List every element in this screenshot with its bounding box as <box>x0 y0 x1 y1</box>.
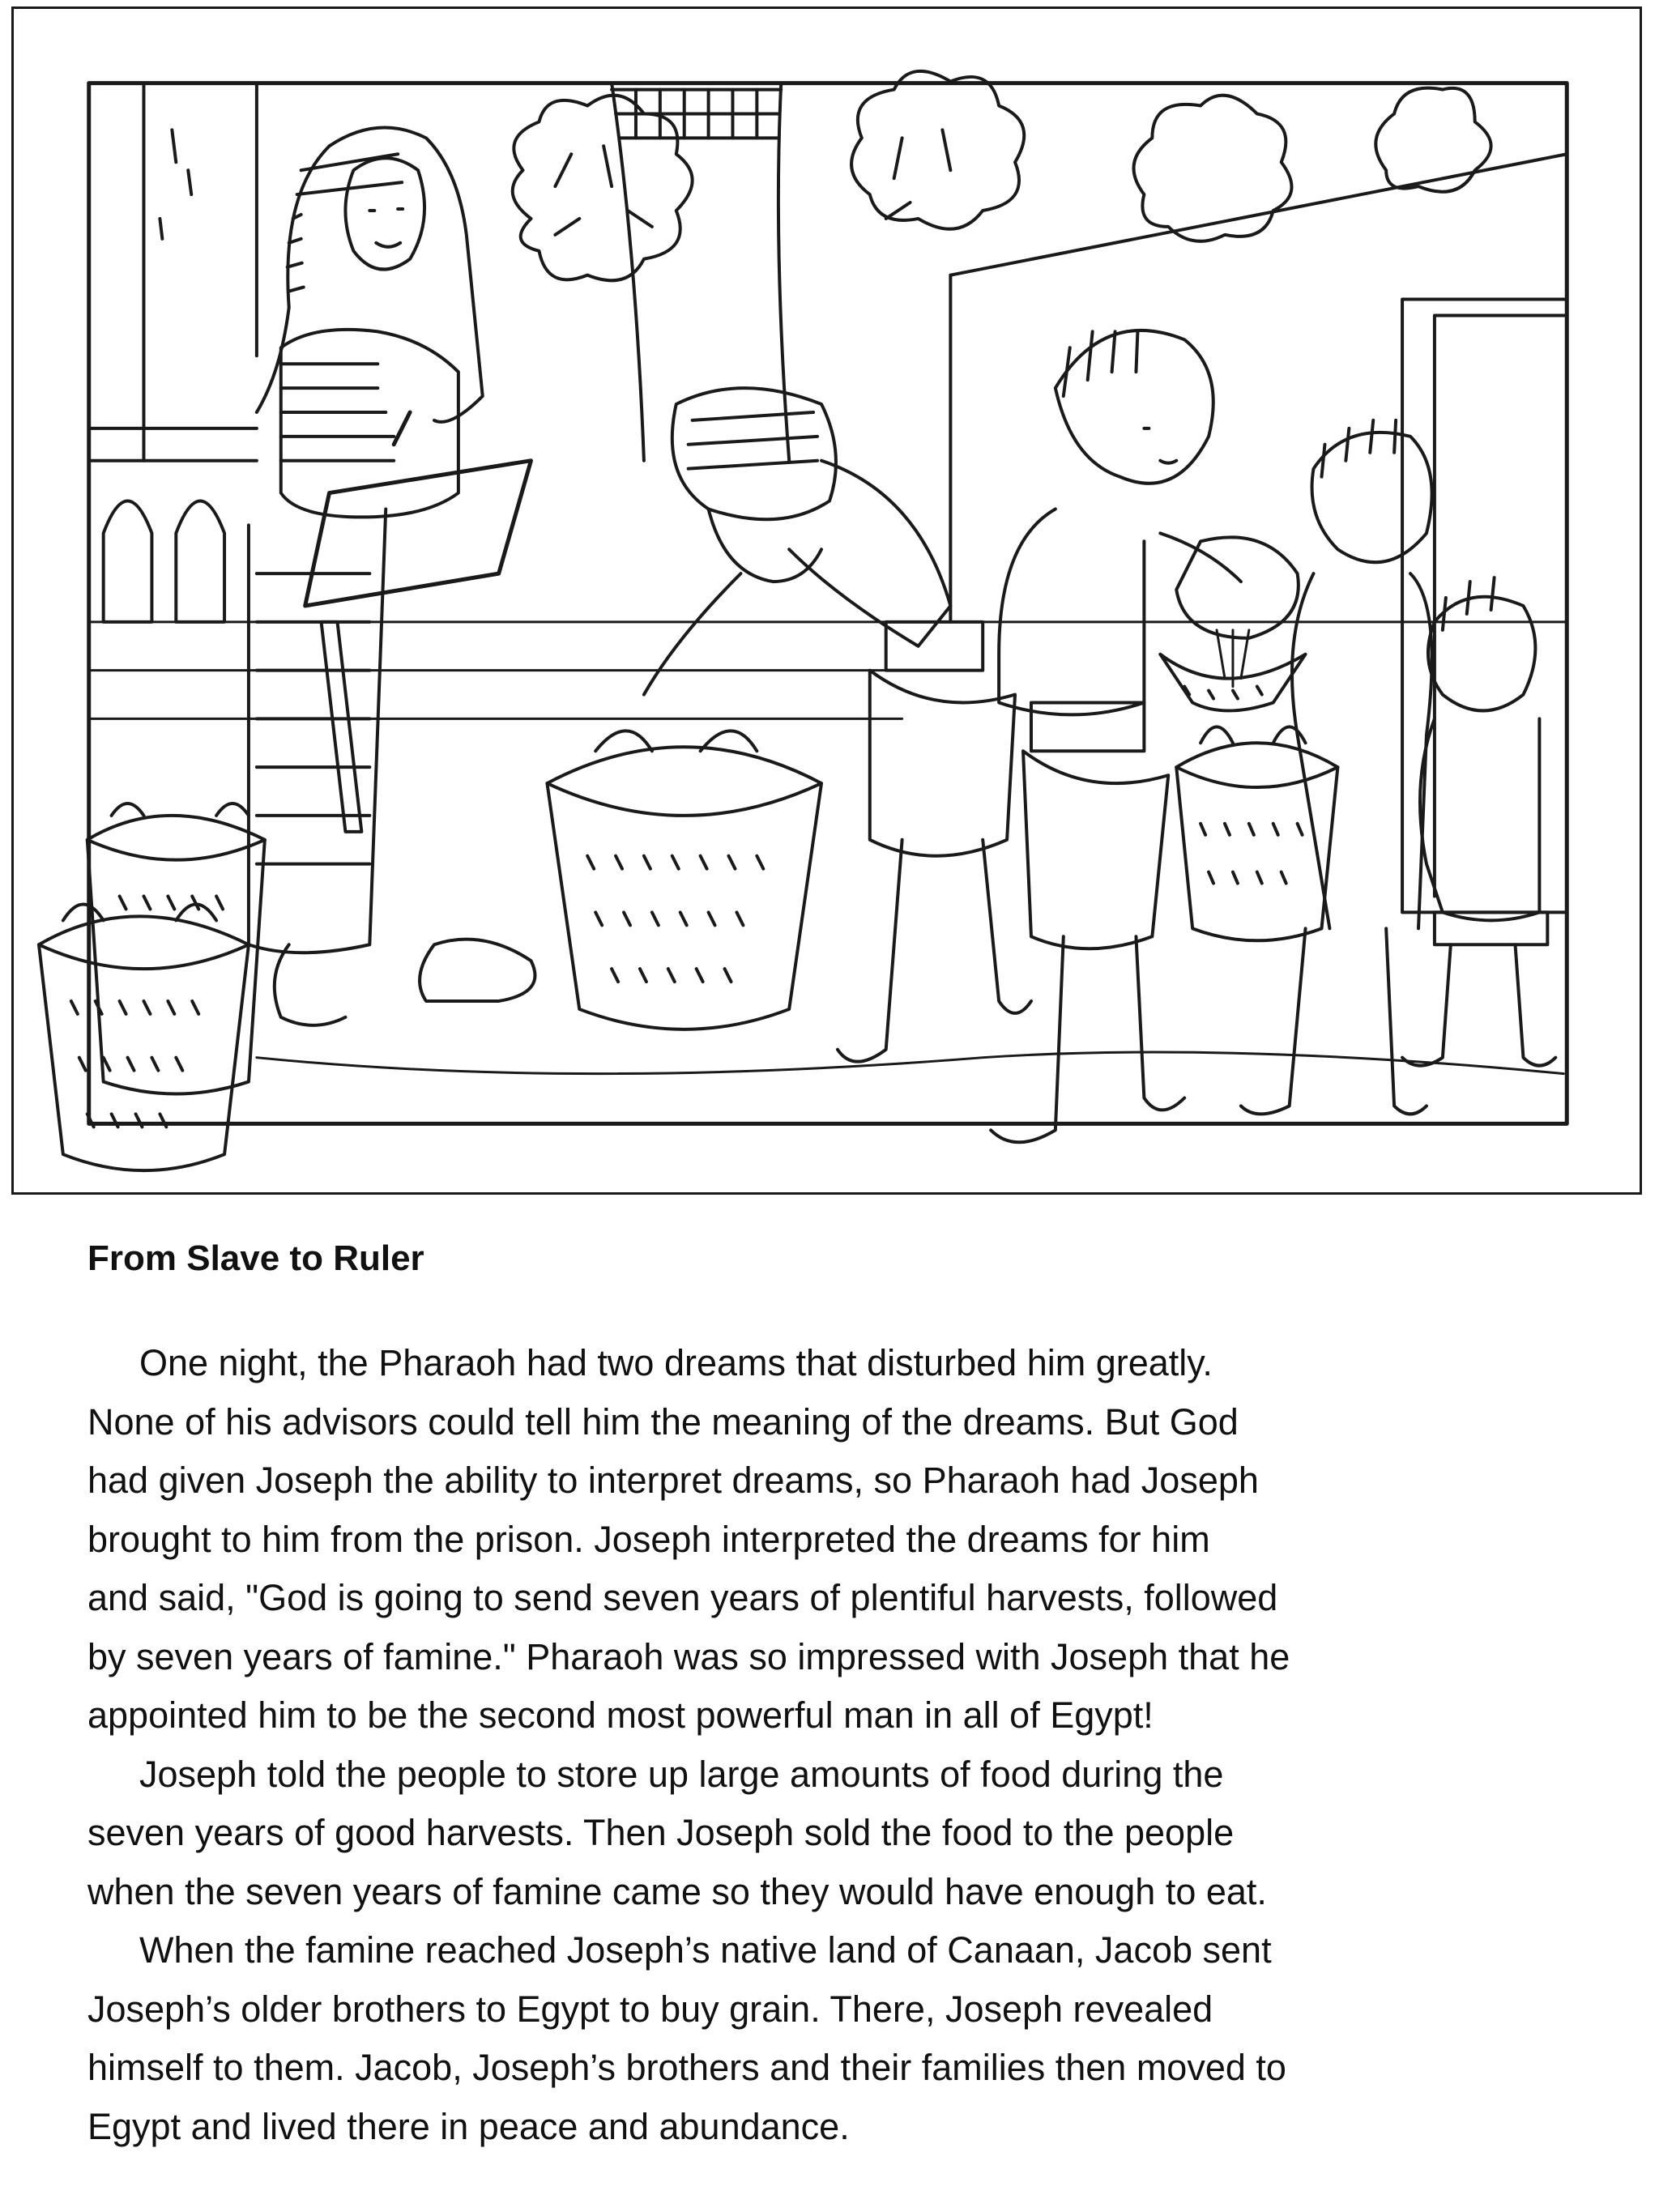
story-line: appointed him to be the second most powerful man in all of Egypt! <box>87 1694 1154 1736</box>
left-wall-lattice <box>89 428 257 622</box>
basket-left-front <box>39 904 249 1170</box>
story-line: when the seven years of famine came so they would have enough to eat. <box>87 1870 1267 1912</box>
story-line: One night, the Pharaoh had two dreams that disturbed him greatly. <box>139 1342 1213 1383</box>
basket-center <box>547 731 821 1029</box>
left-column <box>143 83 256 461</box>
tree-center <box>851 71 1024 229</box>
story-line: Joseph’s older brothers to Egypt to buy grain. There, Joseph revealed <box>87 1988 1213 2030</box>
bending-worker <box>644 388 1031 1062</box>
background-wall <box>89 154 1567 912</box>
story-line: by seven years of famine." Pharaoh was so impressed with Joseph that he <box>87 1635 1290 1677</box>
ground-line <box>257 1052 1563 1074</box>
story-line: None of his advisors could tell him the meaning of the dreams. But God <box>87 1400 1239 1443</box>
story-body <box>87 1334 1610 2156</box>
coloring-illustration <box>14 9 1640 1192</box>
tree-right <box>1134 88 1491 241</box>
story-line: himself to them. Jacob, Joseph’s brothers and their families then moved to <box>87 2047 1286 2088</box>
pouring-man <box>991 330 1299 1142</box>
story-line: and said, "God is going to send seven years of plentiful harvests, followed <box>87 1577 1278 1618</box>
scribe-sandal <box>420 940 535 1001</box>
story-title: From Slave to Ruler <box>87 1238 424 1278</box>
story-line: brought to him from the prison. Joseph interpreted the dreams for him <box>87 1518 1210 1560</box>
story-line: had given Joseph the ability to interpret dreams, so Pharaoh had Joseph <box>87 1460 1259 1501</box>
illustration-frame <box>11 6 1642 1195</box>
center-column <box>612 83 789 461</box>
child-figure <box>1402 578 1555 1066</box>
story-line: seven years of good harvests. Then Joseph sold the food to the people <box>87 1812 1235 1853</box>
story-line: Egypt and lived there in peace and abundance. <box>87 2105 850 2147</box>
tree-left <box>513 96 693 281</box>
clay-tablet <box>305 461 531 606</box>
story-text-block <box>87 1235 1610 2156</box>
story-line: Joseph told the people to store up large amounts of food during the <box>139 1753 1224 1795</box>
woman-with-bowl <box>1160 420 1431 1114</box>
scribe-figure <box>249 128 535 1025</box>
story-line: When the famine reached Joseph’s native land of Canaan, Jacob sent <box>139 1929 1272 1971</box>
